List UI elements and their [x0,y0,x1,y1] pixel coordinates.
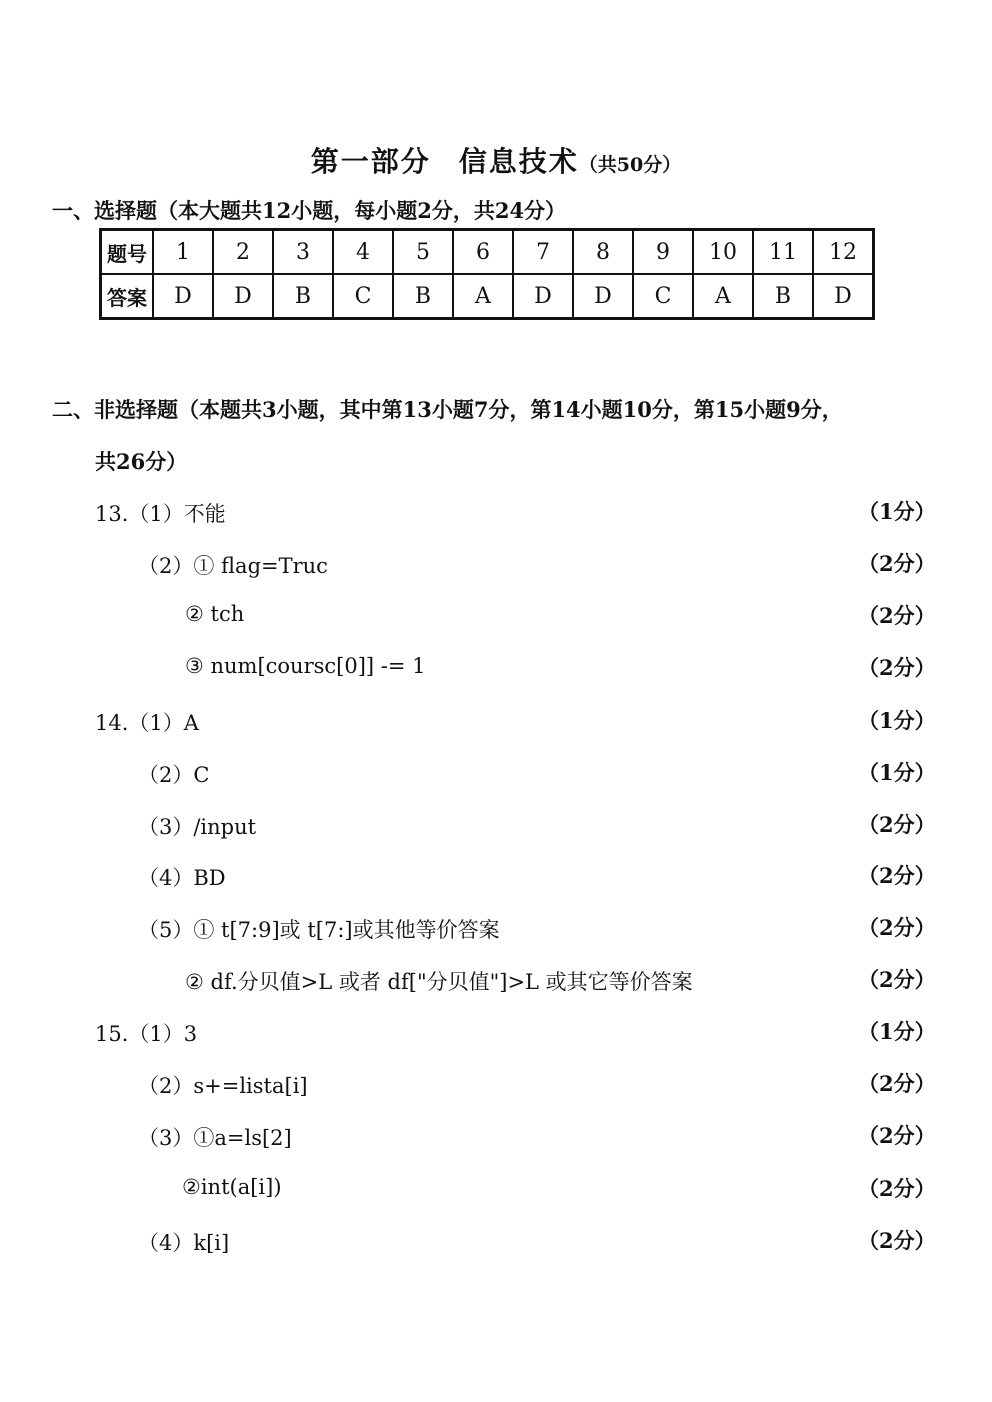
points-label: （1分） [858,499,936,524]
points-label: （2分） [858,1176,936,1201]
answer-line [0,602,992,632]
answer-line [0,550,992,580]
answer-line [0,1227,992,1257]
answer-cell: C [633,274,693,319]
points-label: （2分） [858,603,936,628]
answer-table [99,228,875,320]
answer-text: （2）C [138,763,210,787]
points-label: （2分） [858,1228,936,1253]
points-label: （2分） [858,551,936,576]
answer-line [0,654,992,684]
answer-line [0,811,992,841]
subject-title: 信息技术 [458,145,579,178]
answer-text: ② tch [185,602,245,626]
answer-line [0,498,992,528]
points-label: （1分） [858,1019,936,1044]
answer-text: （4）k[i] [138,1231,230,1255]
answer-cell: D [213,274,273,319]
answer-line [0,1175,992,1205]
question-number: 11 [753,230,813,275]
answer-line [0,1122,992,1152]
answer-line [0,1018,992,1048]
question-number-row [101,230,874,275]
part-title: 第一部分 [310,145,431,178]
section2-heading: 二、非选择题（本题共3小题，其中第13小题7分，第14小题10分，第15小题9分， [52,397,843,422]
answer-row [101,274,874,319]
section1-heading: 一、选择题（本大题共12小题，每小题2分，共24分） [52,198,567,223]
answer-cell: B [393,274,453,319]
answer-cell: D [153,274,213,319]
answer-cell: A [693,274,753,319]
answer-line [0,759,992,789]
question-number: 9 [633,230,693,275]
points-label: （2分） [858,967,936,992]
points-label: （2分） [858,863,936,888]
question-number: 5 [393,230,453,275]
question-number: 8 [573,230,633,275]
answer-text: （4）BD [138,866,226,890]
answer-cell: D [513,274,573,319]
points-label: （2分） [858,915,936,940]
answer-cell: D [813,274,874,319]
answer-text: （5）① t[7:9]或 t[7:]或其他等价答案 [138,918,500,942]
points-label: （2分） [858,655,936,680]
page-title [0,140,992,180]
answer-text: ② df.分贝值>L 或者 df["分贝值"]>L 或其它等价答案 [185,970,693,994]
section2-heading-cont: 共26分） [95,449,188,474]
points-label: （2分） [858,1123,936,1148]
question-number: 3 [273,230,333,275]
points-label: （1分） [858,760,936,785]
row-label-numbers: 题号 [101,230,154,275]
answer-cell: C [333,274,393,319]
answer-cell: B [273,274,333,319]
answer-text: （2）s+=lista[i] [138,1074,308,1098]
question-number: 7 [513,230,573,275]
answer-text: 15.（1）3 [95,1022,198,1046]
points-label: （2分） [858,812,936,837]
answer-text: 13.（1）不能 [95,502,226,526]
answer-line [0,707,992,737]
row-label-answers: 答案 [101,274,154,319]
question-number: 4 [333,230,393,275]
question-number: 1 [153,230,213,275]
answer-text: 14.（1）A [95,711,199,735]
answer-text: （2）① flag=Truc [138,554,328,578]
question-number: 6 [453,230,513,275]
answer-line [0,1070,992,1100]
answer-text: （3）/input [138,815,257,839]
question-number: 10 [693,230,753,275]
answer-line [0,914,992,944]
answer-cell: B [753,274,813,319]
points-label: （1分） [858,708,936,733]
answer-text: ②int(a[i]) [182,1175,282,1199]
answer-line [0,966,992,996]
question-number: 12 [813,230,874,275]
answer-text: （3）①a=ls[2] [138,1126,292,1150]
question-number: 2 [213,230,273,275]
answer-cell: D [573,274,633,319]
total-score-note: （共50分） [578,154,682,176]
answer-text: ③ num[coursc[0]] -= 1 [185,654,426,678]
answer-cell: A [453,274,513,319]
points-label: （2分） [858,1071,936,1096]
answer-line [0,862,992,892]
